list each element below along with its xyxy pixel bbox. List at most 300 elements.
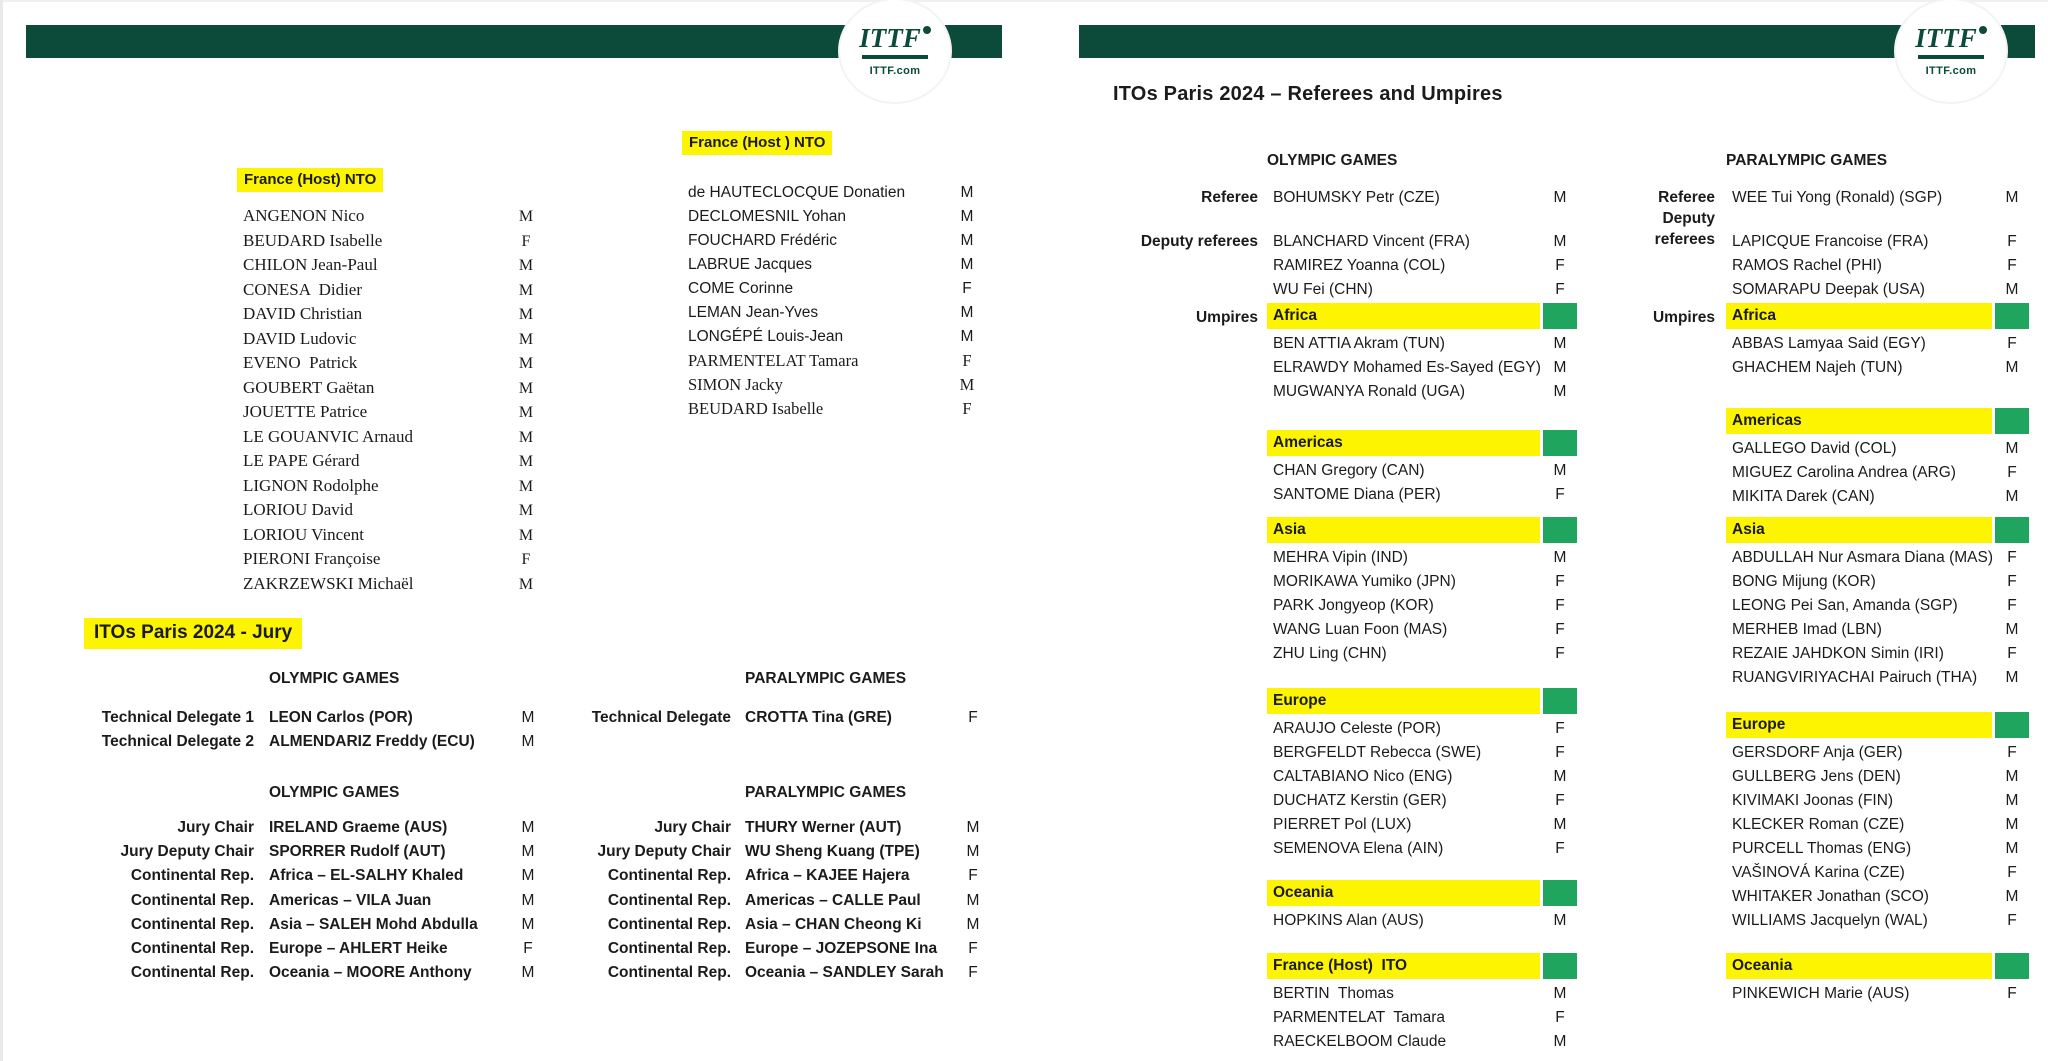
region-label: Oceania [1726,953,1992,979]
person-name: KIVIMAKI Joonas (FIN) [1732,792,1894,809]
person-row [243,302,543,327]
person-row [1726,437,2029,461]
person-name: RAMIREZ Yoanna (COL) [1273,257,1446,274]
person-row [1267,1006,1577,1030]
person-gender: F [1555,720,1565,737]
page-title: ITOs Paris 2024 – Referees and Umpires [1113,83,1503,105]
person-gender: M [521,891,535,909]
person-gender: M [2005,840,2019,857]
person-name: Europe – AHLERT Heike [269,940,448,958]
umpire-region-block [1267,688,1577,861]
person-gender: M [1553,383,1567,400]
person-row [243,474,543,499]
region-label: Europe [1267,688,1540,714]
person-name: LEON Carlos (POR) [269,709,413,726]
jury-row [86,730,545,754]
person-name: Oceania – MOORE Anthony [269,964,472,982]
region-header [1726,303,2029,329]
person-row [1267,789,1577,813]
person-row [1726,618,2029,642]
deputy-referee-rows [1726,230,2029,302]
person-row [1267,254,1577,278]
person-gender: M [1553,549,1567,566]
person-gender: M [2005,359,2019,376]
jury-role: Technical Delegate [591,709,731,726]
person-row [1726,813,2029,837]
green-swatch-icon [1995,953,2029,979]
jury-role: Continental Rep. [607,867,731,885]
person-gender: F [2007,464,2017,481]
region-people [1267,543,1577,666]
person-gender: M [1553,768,1567,785]
person-gender: F [2007,744,2017,761]
jury-row [560,889,990,913]
olympic-games-header: OLYMPIC GAMES [269,784,400,801]
person-gender: F [2007,645,2017,662]
ittf-logo-letters: ITTF [859,23,921,53]
person-name: SIMON Jacky [688,375,783,394]
person-name: LEONG Pei San, Amanda (SGP) [1732,597,1958,614]
person-gender: M [960,256,974,273]
person-row [1267,594,1577,618]
person-name: KLECKER Roman (CZE) [1732,816,1905,833]
person-name: MERHEB Imad (LBN) [1732,621,1882,638]
person-gender: M [1553,462,1567,479]
person-gender: F [1555,1009,1565,1026]
person-row [1726,789,2029,813]
person-gender: M [960,184,974,201]
umpire-region-block [1726,712,2029,933]
person-row [1267,741,1577,765]
person-name: MORIKAWA Yumiko (JPN) [1273,573,1456,590]
person-name: PARMENTELAT Tamara [1273,1009,1445,1026]
jury-role: Continental Rep. [130,867,254,885]
person-gender: F [1555,744,1565,761]
person-gender: M [1553,335,1567,352]
person-row [1726,356,2029,380]
person-name: ARAUJO Celeste (POR) [1273,720,1441,737]
person-name: PURCELL Thomas (ENG) [1732,840,1912,857]
umpire-region-block [1726,953,2029,1006]
person-name: BEUDARD Isabelle [243,230,383,250]
region-header [1267,953,1577,979]
person-row [243,425,543,450]
person-name: GHACHEM Najeh (TUN) [1732,359,1903,376]
person-gender: F [1555,573,1565,590]
region-header [1726,517,2029,543]
person-name: LORIOU David [243,500,354,519]
person-gender: M [521,709,535,726]
person-name: WU Sheng Kuang (TPE) [745,843,920,861]
region-label: Africa [1267,303,1540,329]
person-row [243,523,543,548]
referee-label-line1: Referee [1658,189,1715,206]
jury-olympic-delegate-rows [86,706,545,754]
jury-row [86,864,545,888]
person-name: ELRAWDY Mohamed Es-Sayed (EGY) [1273,359,1541,376]
nto-col2-rows [688,181,984,421]
person-row [688,277,984,301]
jury-role: Technical Delegate 1 [101,709,254,726]
paralympic-umpire-regions [1726,303,2029,1006]
region-people [1726,979,2029,1006]
jury-row [560,840,990,864]
ittf-logo-underline [862,55,928,59]
paralympic-officials-content [1726,150,2029,1006]
deputy-referees-label: Deputy referees [1140,233,1258,250]
person-gender: M [960,304,974,321]
person-row [688,397,984,421]
region-header [1267,430,1577,456]
green-swatch-icon [1995,517,2029,543]
jury-role: Continental Rep. [130,964,254,982]
person-gender: M [518,257,534,274]
person-name: DECLOMESNIL Yohan [688,208,846,225]
person-gender: M [1553,985,1567,1002]
umpire-region-block [1726,303,2029,380]
person-name: RAECKELBOOM Claude [1273,1033,1447,1050]
person-name: DAVID Ludovic [243,328,357,348]
jury-role: Continental Rep. [130,940,254,958]
jury-role: Continental Rep. [130,891,254,909]
person-gender: F [521,232,531,250]
person-name: BEN ATTIA Akram (TUN) [1273,335,1445,352]
person-row [1267,765,1577,789]
region-label: Americas [1726,408,1992,434]
region-people [1267,979,1577,1054]
jury-role: Jury Chair [654,819,731,836]
person-row [1267,982,1577,1006]
person-name: BLANCHARD Vincent (FRA) [1273,233,1470,250]
person-name: ANGENON Nico [243,206,365,225]
person-name: Asia – SALEH Mohd Abdulla [269,915,478,933]
person-row [243,253,543,278]
jury-role: Continental Rep. [607,964,731,982]
person-row [243,572,543,597]
ittf-logo-underline [1918,55,1984,59]
person-row [1726,186,2029,210]
region-label: Americas [1267,430,1540,456]
person-row [1726,642,2029,666]
person-name: BOHUMSKY Petr (CZE) [1273,189,1440,206]
person-row [1267,230,1577,254]
region-header [1267,303,1577,329]
person-gender: M [2005,792,2019,809]
paralympic-games-header: PARALYMPIC GAMES [745,670,907,687]
person-row [1726,982,2029,1006]
paralympic-games-header: PARALYMPIC GAMES [1726,152,1888,169]
olympic-officials-content [1267,150,1577,1054]
person-name: GERSDORF Anja (GER) [1732,744,1903,761]
referee-label-line2: Deputy [1662,210,1715,227]
person-name: ABBAS Lamyaa Said (EGY) [1732,335,1926,352]
person-gender: M [521,964,535,982]
region-label: Asia [1726,517,1992,543]
jury-row [86,913,545,937]
person-name: MUGWANYA Ronald (UGA) [1273,383,1466,400]
person-name: LORIOU Vincent [243,524,364,544]
person-name: EVENO Patrick [243,353,358,372]
jury-role: Continental Rep. [607,915,731,933]
olympic-officials-column [1100,150,1577,1054]
person-name: Americas – VILA Juan [269,891,432,909]
person-row [1726,909,2029,933]
person-gender: M [518,428,534,446]
person-name: HOPKINS Alan (AUS) [1273,912,1424,929]
person-gender: M [2005,488,2019,505]
person-gender: M [2005,440,2019,457]
paralympic-officials-column [1640,150,2029,1006]
person-name: RUANGVIRIYACHAI Pairuch (THA) [1732,669,1978,686]
person-row [1726,461,2029,485]
person-row [1726,546,2029,570]
region-people [1726,543,2029,690]
person-gender: M [518,281,534,299]
person-gender: M [518,306,534,323]
person-name: Africa – EL-SALHY Khaled [269,867,464,885]
umpire-region-block [1267,953,1577,1054]
person-row [1726,741,2029,765]
person-gender: M [518,526,534,544]
person-name: THURY Werner (AUT) [745,819,902,836]
ittf-logo-text [1915,25,1987,52]
nto-col2-heading: France (Host ) NTO [682,131,832,155]
person-row [1726,570,2029,594]
person-row [1267,1030,1577,1054]
region-people [1267,456,1577,507]
person-gender: M [518,355,534,372]
umpire-region-block [1267,517,1577,666]
person-name: MEHRA Vipin (IND) [1273,549,1408,566]
person-gender: F [1555,281,1565,298]
person-gender: F [523,940,533,958]
green-swatch-icon [1543,303,1577,329]
person-gender: M [2005,281,2019,298]
ittf-logo-caption: ITTF.com [1925,65,1977,77]
olympic-umpire-regions [1267,303,1577,1054]
jury-olympic-main-rows [86,816,545,985]
ittf-logo-letters: ITTF [1915,23,1977,53]
person-row [1267,459,1577,483]
person-row [1267,813,1577,837]
jury-row [86,961,545,985]
person-gender: F [962,399,972,418]
person-row [1726,594,2029,618]
region-people [1267,714,1577,861]
person-name: SOMARAPU Deepak (USA) [1732,281,1925,298]
jury-role: Continental Rep. [607,891,731,909]
person-name: BEUDARD Isabelle [688,399,824,418]
person-name: GOUBERT Gaëtan [243,377,375,397]
person-row [688,349,984,373]
person-row [243,400,543,425]
page-left-edge [0,0,3,1061]
person-gender: M [1553,359,1567,376]
person-row [1726,278,2029,302]
green-swatch-icon [1995,408,2029,434]
nto-column-1 [243,168,543,596]
person-name: ZAKRZEWSKI Michaël [243,573,414,593]
person-row [1726,254,2029,278]
person-gender: M [959,375,975,394]
person-row [243,376,543,401]
person-gender: M [518,477,534,495]
person-gender: M [960,232,974,249]
person-gender: F [962,280,972,297]
olympic-games-header: OLYMPIC GAMES [269,670,400,687]
person-gender: F [1555,486,1565,503]
person-gender: M [1553,912,1567,929]
person-gender: M [2005,621,2019,638]
person-gender: F [968,964,978,982]
person-gender: F [2007,233,2017,250]
person-gender: F [2007,912,2017,929]
person-name: GALLEGO David (COL) [1732,440,1897,457]
umpires-label: Umpires [1652,309,1715,326]
region-header [1267,688,1577,714]
person-name: LEMAN Jean-Yves [688,304,819,321]
olympic-games-header: OLYMPIC GAMES [1267,152,1398,169]
person-row [1267,278,1577,302]
person-gender: F [2007,335,2017,352]
person-gender: F [1555,792,1565,809]
person-gender: F [521,551,531,568]
person-name: PARMENTELAT Tamara [688,351,859,370]
referee-label: Referee [1201,189,1258,206]
person-name: WANG Luan Foon (MAS) [1273,621,1448,638]
person-row [1726,230,2029,254]
jury-row [86,840,545,864]
person-row [243,229,543,254]
person-name: ZHU Ling (CHN) [1273,645,1387,662]
umpires-label: Umpires [1195,309,1258,326]
person-gender: M [966,915,980,933]
person-row [243,278,543,303]
person-row [1267,332,1577,356]
person-name: de HAUTECLOCQUE Donatien [688,184,906,201]
person-name: Africa – KAJEE Hajera [745,867,910,885]
region-people [1726,329,2029,380]
person-name: SANTOME Diana (PER) [1273,486,1441,503]
person-name: RAMOS Rachel (PHI) [1732,257,1882,274]
region-label: Africa [1726,303,1992,329]
jury-role: Continental Rep. [607,940,731,958]
jury-row [560,937,990,961]
jury-role: Jury Deputy Chair [120,843,254,861]
person-row [243,327,543,352]
jury-row [86,889,545,913]
nto-col1-heading: France (Host) NTO [237,168,383,192]
ittf-ball-icon [1979,26,1987,34]
person-name: VAŠINOVÁ Karina (CZE) [1732,864,1905,881]
umpire-region-block [1267,430,1577,507]
person-row [1267,380,1577,404]
green-swatch-icon [1543,430,1577,456]
person-row [1726,666,2029,690]
person-name: PINKEWICH Marie (AUS) [1732,985,1910,1002]
person-gender: F [962,351,972,370]
region-header [1726,408,2029,434]
person-gender: F [2007,549,2017,566]
person-row [688,325,984,349]
person-name: CALTABIANO Nico (ENG) [1273,768,1453,785]
person-row [1267,837,1577,861]
person-name: MIGUEZ Carolina Andrea (ARG) [1732,464,1956,481]
person-row [1267,642,1577,666]
person-row [1726,765,2029,789]
jury-row [560,913,990,937]
person-name: WU Fei (CHN) [1273,281,1373,298]
person-name: WEE Tui Yong (Ronald) (SGP) [1732,189,1943,206]
jury-role: Jury Chair [177,819,254,836]
person-name: JOUETTE Patrice [243,402,368,421]
person-row [1267,717,1577,741]
person-name: LONGÉPÉ Louis-Jean [688,328,844,345]
person-row [1726,861,2029,885]
referee-label-line3: referees [1654,231,1715,248]
person-name: IRELAND Graeme (AUS) [269,819,448,836]
person-name: WHITAKER Jonathan (SCO) [1732,888,1929,905]
green-swatch-icon [1543,953,1577,979]
nto-column-2 [688,131,984,421]
person-row [688,181,984,205]
person-gender: M [521,819,535,836]
person-name: Asia – CHAN Cheong Ki [745,915,922,933]
umpire-region-block [1267,303,1577,404]
green-swatch-icon [1995,303,2029,329]
person-gender: M [2005,669,2019,686]
green-swatch-icon [1543,517,1577,543]
person-row [1267,186,1577,210]
person-name: WILLIAMS Jacquelyn (WAL) [1732,912,1928,929]
person-row [1267,483,1577,507]
person-name: ALMENDARIZ Freddy (ECU) [269,733,475,751]
person-gender: F [1555,645,1565,662]
person-row [1726,885,2029,909]
region-header [1267,880,1577,906]
person-name: SEMENOVA Elena (AIN) [1273,840,1444,857]
person-gender: M [518,208,534,225]
region-label: Europe [1726,712,1992,738]
person-name: LE PAPE Gérard [243,451,360,470]
person-name: BERGFELDT Rebecca (SWE) [1273,744,1482,761]
person-gender: M [1553,189,1567,206]
person-gender: F [968,940,978,958]
jury-row [86,816,545,840]
person-gender: M [518,330,534,348]
region-label: France (Host) ITO [1267,953,1540,979]
person-row [1726,485,2029,509]
person-row [688,373,984,397]
person-name: REZAIE JAHDKON Simin (IRI) [1732,645,1944,662]
person-name: LIGNON Rodolphe [243,475,379,495]
person-name: MIKITA Darek (CAN) [1732,488,1875,505]
person-gender: F [2007,985,2017,1002]
person-gender: F [1555,840,1565,857]
region-label: Oceania [1267,880,1540,906]
person-name: Oceania – SANDLEY Sarah [745,964,944,982]
region-people [1267,329,1577,404]
person-name: LAPICQUE Francoise (FRA) [1732,233,1929,250]
jury-row [560,706,990,730]
person-gender: M [518,575,534,593]
person-gender: M [518,379,534,397]
person-gender: M [518,502,534,519]
person-name: BONG Mijung (KOR) [1732,573,1876,590]
person-gender: F [2007,257,2017,274]
person-row [1267,618,1577,642]
person-name: PIERRET Pol (LUX) [1273,816,1412,833]
